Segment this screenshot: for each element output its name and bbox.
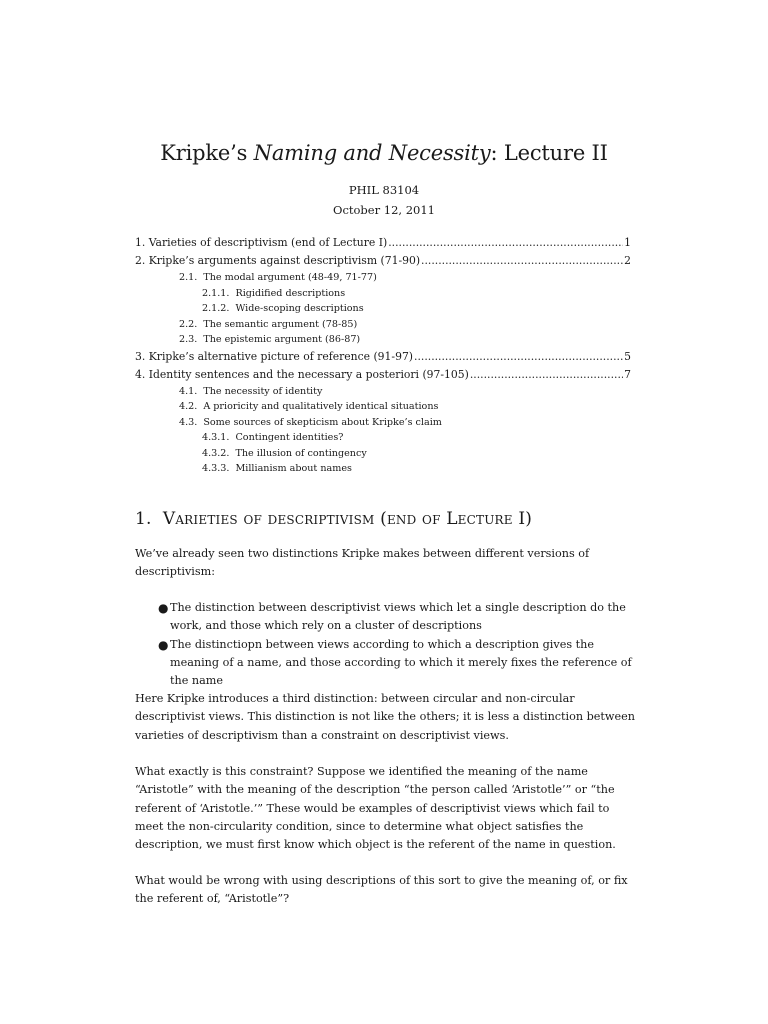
toc-entry-4-3-1 bbox=[135, 430, 631, 446]
toc-num: 4.2. bbox=[179, 401, 198, 412]
toc-entry-2-1-2 bbox=[135, 301, 631, 317]
title-prefix: Kripke’s bbox=[160, 141, 254, 165]
toc-label: Millianism about names bbox=[235, 463, 352, 474]
bullet-list bbox=[158, 599, 638, 690]
toc-entry-4 bbox=[135, 366, 631, 384]
toc-entry-2-1-1 bbox=[135, 286, 631, 302]
paragraph-2: Here Kripke introduces a third distinction: between circular and non-circular descriptivist views. This distinction is not like the others; it is less a distinction between varieties of descriptivism than a constraint on descriptivist views. bbox=[135, 692, 635, 742]
list-item-text: The distinctiopn between views according to which a description gives the meaning of a name, and those according to which it merely fixes the reference of the name bbox=[170, 637, 632, 688]
paragraph-4: What would be wrong with using descriptions of this sort to give the meaning of, or fix the referent of, “Aristotle”? bbox=[135, 874, 628, 906]
toc-label: Rigidified descriptions bbox=[235, 287, 346, 299]
toc-num: 4.3. bbox=[179, 416, 198, 428]
document-date: October 12, 2011 bbox=[333, 203, 435, 217]
toc-label: The semantic argument (78-85) bbox=[203, 318, 358, 330]
toc-entry-2-1 bbox=[135, 270, 631, 286]
toc-entry-2 bbox=[135, 252, 631, 270]
toc-num: 2.3. bbox=[179, 334, 198, 345]
toc-label: 1. Varieties of descriptivism (end of Lecture I) bbox=[135, 236, 388, 249]
toc-label: 4. Identity sentences and the necessary a posteriori (97-105) bbox=[135, 367, 469, 381]
section-number: 1. bbox=[135, 509, 152, 529]
toc-page: 2 bbox=[624, 254, 631, 267]
toc-entry-4-1 bbox=[135, 384, 631, 400]
toc-leader bbox=[388, 234, 623, 252]
toc-label: The epistemic argument (86-87) bbox=[203, 334, 361, 345]
toc-num: 2.1.1. bbox=[202, 287, 230, 299]
paragraph-1: We’ve already seen two distinctions Kripke makes between different versions of descriptivism: bbox=[135, 547, 590, 579]
toc-num: 4.3.2. bbox=[202, 447, 230, 459]
toc-entry-4-3-2 bbox=[135, 446, 631, 462]
toc-label: Some sources of skepticism about Kripke’s claim bbox=[203, 416, 442, 428]
title-suffix: : Lecture II bbox=[490, 141, 608, 165]
toc-entry-3 bbox=[135, 348, 631, 366]
bullet-icon: ● bbox=[158, 637, 169, 652]
list-item-text: The distinction between descriptivist views which let a single description do the work, and those which rely on a cluster of descriptions bbox=[170, 601, 626, 633]
toc-label: 3. Kripke’s alternative picture of reference (91-97) bbox=[135, 349, 414, 363]
toc-leader bbox=[421, 252, 623, 270]
toc-page: 7 bbox=[624, 367, 631, 381]
document-title bbox=[0, 138, 768, 168]
toc-entry-4-2 bbox=[135, 399, 631, 415]
toc-label: A prioricity and qualitatively identical situations bbox=[203, 401, 439, 412]
section-title: Varieties of descriptivism (end of Lecture I) bbox=[162, 509, 533, 529]
toc-label: Contingent identities? bbox=[235, 432, 344, 443]
course-code: PHIL 83104 bbox=[348, 183, 420, 197]
toc-num: 2.1. bbox=[179, 272, 198, 283]
toc-label: The necessity of identity bbox=[203, 385, 323, 397]
toc-label: The modal argument (48-49, 71-77) bbox=[203, 272, 377, 283]
toc-entry-4-3-3 bbox=[135, 461, 631, 477]
list-item bbox=[158, 599, 638, 636]
toc-label: 2. Kripke’s arguments against descriptivism (71-90) bbox=[135, 254, 421, 267]
toc-num: 2.2. bbox=[179, 318, 198, 330]
toc-num: 4.3.1. bbox=[202, 432, 230, 443]
toc-leader bbox=[470, 366, 623, 384]
toc-page: 5 bbox=[624, 349, 631, 363]
paragraph-3: What exactly is this constraint? Suppose we identified the meaning of the name “Aristotle” with the meaning of the description “the person called ‘Aristotle’” or “the referent of ‘Aristotle.’” These would be examples of descriptivist views which fail to meet the non-circularity condition, since to determine what object satisfies the description, we must first know which object is the referent of the name in question. bbox=[135, 765, 616, 852]
list-item bbox=[158, 636, 638, 691]
toc-entry-4-3 bbox=[135, 415, 631, 431]
toc-label: The illusion of contingency bbox=[235, 447, 367, 459]
toc-entry-2-2 bbox=[135, 317, 631, 333]
toc-entry-2-3 bbox=[135, 332, 631, 348]
toc-page: 1 bbox=[624, 236, 631, 249]
title-book: Naming and Necessity bbox=[253, 141, 491, 165]
toc-label: Wide-scoping descriptions bbox=[235, 303, 364, 314]
bullet-icon: ● bbox=[158, 601, 169, 615]
toc-leader bbox=[414, 348, 623, 366]
section-1-heading bbox=[135, 509, 532, 529]
toc-entry-1 bbox=[135, 234, 631, 252]
toc-num: 4.1. bbox=[179, 385, 198, 397]
toc-num: 2.1.2. bbox=[202, 303, 230, 314]
toc-num: 4.3.3. bbox=[202, 463, 230, 474]
table-of-contents bbox=[135, 234, 631, 477]
